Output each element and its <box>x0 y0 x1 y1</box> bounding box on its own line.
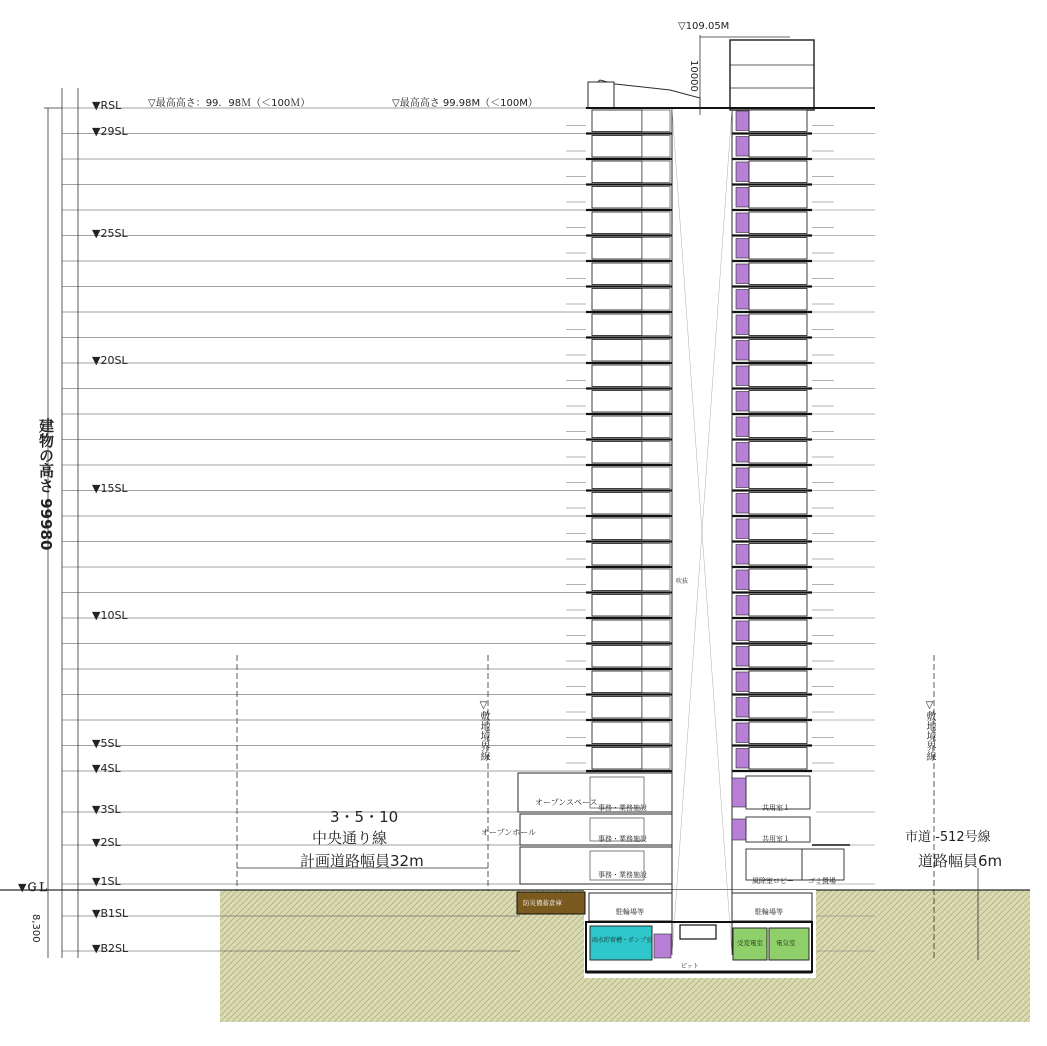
tower-left-core <box>642 187 670 209</box>
tower-left-core <box>642 212 670 234</box>
right-road-width: 道路幅員6m <box>918 852 1003 870</box>
tower-corridor <box>736 137 749 157</box>
tower-right-unit <box>749 136 807 158</box>
tower-right-unit <box>749 569 807 591</box>
basement-corridor <box>654 934 671 958</box>
podium-section <box>518 773 850 884</box>
level-label: ▼2SL <box>92 836 121 849</box>
tower-right-unit <box>749 391 807 413</box>
pit-box <box>680 925 716 939</box>
room-office-3: 事務・業務施設 <box>598 804 647 812</box>
room-pit: ピット <box>681 963 699 970</box>
tower-corridor <box>736 213 749 233</box>
tower-left-core <box>642 467 670 489</box>
basement-depth-label: 8,300 <box>30 914 41 943</box>
room-open-hall: オープンホール <box>481 828 537 837</box>
tower-left-unit <box>592 161 642 183</box>
tower-left-unit <box>592 263 642 285</box>
level-label: ▼25SL <box>92 226 128 240</box>
room-parking-left: 駐輪場等 <box>616 908 644 916</box>
tower-left-unit <box>592 646 642 668</box>
tower-left-core <box>642 518 670 540</box>
tower-right-unit <box>749 340 807 362</box>
tower-left-core <box>642 620 670 642</box>
tower-corridor <box>736 443 749 463</box>
tower-left-unit <box>592 467 642 489</box>
left-road-number: 3・5・10 <box>330 808 399 826</box>
tower-corridor <box>736 315 749 335</box>
tower-right-unit <box>749 314 807 336</box>
tower-corridor <box>736 111 749 131</box>
tower-corridor <box>736 519 749 539</box>
room-office-1: 事務・業務施設 <box>598 871 647 879</box>
ground-level-label: ▼ＧＬ <box>18 881 49 894</box>
tower-corridor <box>736 341 749 361</box>
tower-left-unit <box>592 442 642 464</box>
tower-left-unit <box>592 289 642 311</box>
tower-corridor <box>736 723 749 743</box>
level-label: ▼10SL <box>92 609 128 622</box>
elevator-machine-room <box>730 40 814 110</box>
tower-right-unit <box>749 187 807 209</box>
level-label: ▼RSL <box>92 99 122 112</box>
tower-corridor <box>736 239 749 259</box>
tower-left-core <box>642 340 670 362</box>
tower-left-unit <box>592 187 642 209</box>
room-elec: 受変電室 <box>737 939 763 947</box>
tower-right-unit <box>749 493 807 515</box>
tower-left-unit <box>592 748 642 770</box>
tower-left-core <box>642 238 670 260</box>
level-label: ▼B2SL <box>92 942 129 955</box>
tower-left-unit <box>592 136 642 158</box>
tower-corridor <box>736 366 749 386</box>
tower-right-unit <box>749 595 807 617</box>
tower-right-unit <box>749 212 807 234</box>
level-label: ▼3SL <box>92 803 121 816</box>
podium-corridor <box>732 778 746 807</box>
tower-left-unit <box>592 722 642 744</box>
tower-corridor <box>736 162 749 182</box>
tower-left-core <box>642 314 670 336</box>
tower-left-core <box>642 595 670 617</box>
tower-left-core <box>642 416 670 438</box>
tower-left-core <box>642 442 670 464</box>
level-label: ▼20SL <box>92 354 128 367</box>
tower-right-unit <box>749 544 807 566</box>
max-height-label-2: ▽最高高さ 99.98M（＜100M） <box>392 98 538 109</box>
left-road-width: 計画道路幅員32m <box>300 852 424 870</box>
tower-right-unit <box>749 110 807 132</box>
tower-right-unit <box>749 518 807 540</box>
tower-left-unit <box>592 110 642 132</box>
tower-right-unit <box>749 697 807 719</box>
dimension-lines <box>44 35 978 960</box>
level-label: ▼B1SL <box>92 907 129 920</box>
roof-box <box>588 82 614 108</box>
tower-left-unit <box>592 544 642 566</box>
tower-right-unit <box>749 467 807 489</box>
level-label: ▼5SL <box>92 736 121 750</box>
tower-left-unit <box>592 340 642 362</box>
boundary-label-left: ▽敷地境界線 <box>478 700 489 761</box>
tower-left-core <box>642 391 670 413</box>
tower-left-unit <box>592 595 642 617</box>
tower-right-unit <box>749 671 807 693</box>
tower-corridor <box>736 749 749 769</box>
tower-left-unit <box>592 697 642 719</box>
tower-corridor <box>736 290 749 310</box>
level-label: ▼29SL <box>92 124 128 138</box>
rooftop-dimension: 10000 <box>688 60 699 92</box>
room-common-3: 共用室１ <box>762 804 790 812</box>
tower-left-core <box>642 289 670 311</box>
tower-left-core <box>642 136 670 158</box>
tower-corridor <box>736 392 749 412</box>
right-road-name: 市道 -512号線 <box>905 830 991 845</box>
tower-left-unit <box>592 238 642 260</box>
tower-right-unit <box>749 442 807 464</box>
room-common-2: 共用室１ <box>762 835 790 843</box>
room-generator: 電気室 <box>776 939 796 947</box>
tower-left-unit <box>592 416 642 438</box>
tower-left-core <box>642 365 670 387</box>
tower-corridor <box>736 468 749 488</box>
tower-corridor <box>736 494 749 514</box>
tower-right-unit <box>749 263 807 285</box>
level-label: ▼15SL <box>92 481 128 495</box>
tower-left-core <box>642 493 670 515</box>
tower-left-core <box>642 569 670 591</box>
room-lobby: 風除室ロビー <box>752 877 794 885</box>
level-label: ▼1SL <box>92 875 121 888</box>
tower-left-core <box>642 697 670 719</box>
room-dust: ゴミ置場 <box>808 877 836 885</box>
max-height-label-1: ▽最高高さ：99．98Ｍ（＜100Ｍ） <box>148 98 311 109</box>
tower-left-unit <box>592 212 642 234</box>
tower-left-core <box>642 748 670 770</box>
tower-corridor <box>736 264 749 284</box>
tower-left-unit <box>592 493 642 515</box>
tower-left-core <box>642 161 670 183</box>
tower-corridor <box>736 545 749 565</box>
tower-right-unit <box>749 289 807 311</box>
tower-right-unit <box>749 748 807 770</box>
tower-corridor <box>736 672 749 692</box>
room-parking-right: 駐輪場等 <box>755 908 783 916</box>
tower-left-core <box>642 263 670 285</box>
tower-right-unit <box>749 646 807 668</box>
building-height-label: 建物の高さ 99980 <box>37 418 55 551</box>
tower-left-unit <box>592 671 642 693</box>
ground-hatch <box>0 890 1030 1022</box>
tower-left-unit <box>592 569 642 591</box>
tower-left-core <box>642 722 670 744</box>
tower-left-unit <box>592 314 642 336</box>
tower-corridor <box>736 698 749 718</box>
tower-corridor <box>736 417 749 437</box>
tower-left-core <box>642 544 670 566</box>
room-storage: 防災備蓄倉庫 <box>523 899 562 907</box>
boundary-label-right: ▽敷地境界線 <box>924 700 935 761</box>
tower-right-unit <box>749 238 807 260</box>
room-office-2: 事務・業務施設 <box>598 835 647 843</box>
tower-left-unit <box>592 365 642 387</box>
tower-left-core <box>642 671 670 693</box>
tower-corridor <box>736 621 749 641</box>
tower-left-unit <box>592 391 642 413</box>
level-label: ▼4SL <box>92 762 121 775</box>
tower-corridor <box>736 570 749 590</box>
top-height-label: ▽109.05M <box>678 21 730 32</box>
tower-right-unit <box>749 722 807 744</box>
tower-corridor <box>736 188 749 208</box>
tower-left-core <box>642 646 670 668</box>
room-open-space: オープンスペース <box>535 798 598 807</box>
tower-corridor <box>736 596 749 616</box>
tower-right-unit <box>749 620 807 642</box>
tower-right-unit <box>749 416 807 438</box>
tower-left-unit <box>592 620 642 642</box>
tower-right-unit <box>749 365 807 387</box>
left-road-name: 中央通り線 <box>312 829 388 847</box>
podium-corridor <box>732 819 746 840</box>
room-water: 雨水貯留槽・ポンプ室 <box>592 937 653 944</box>
tower-left-core <box>642 110 670 132</box>
room-void: 吹抜 <box>676 578 689 585</box>
tower-right-unit <box>749 161 807 183</box>
tower-corridor <box>736 647 749 667</box>
tower-left-unit <box>592 518 642 540</box>
